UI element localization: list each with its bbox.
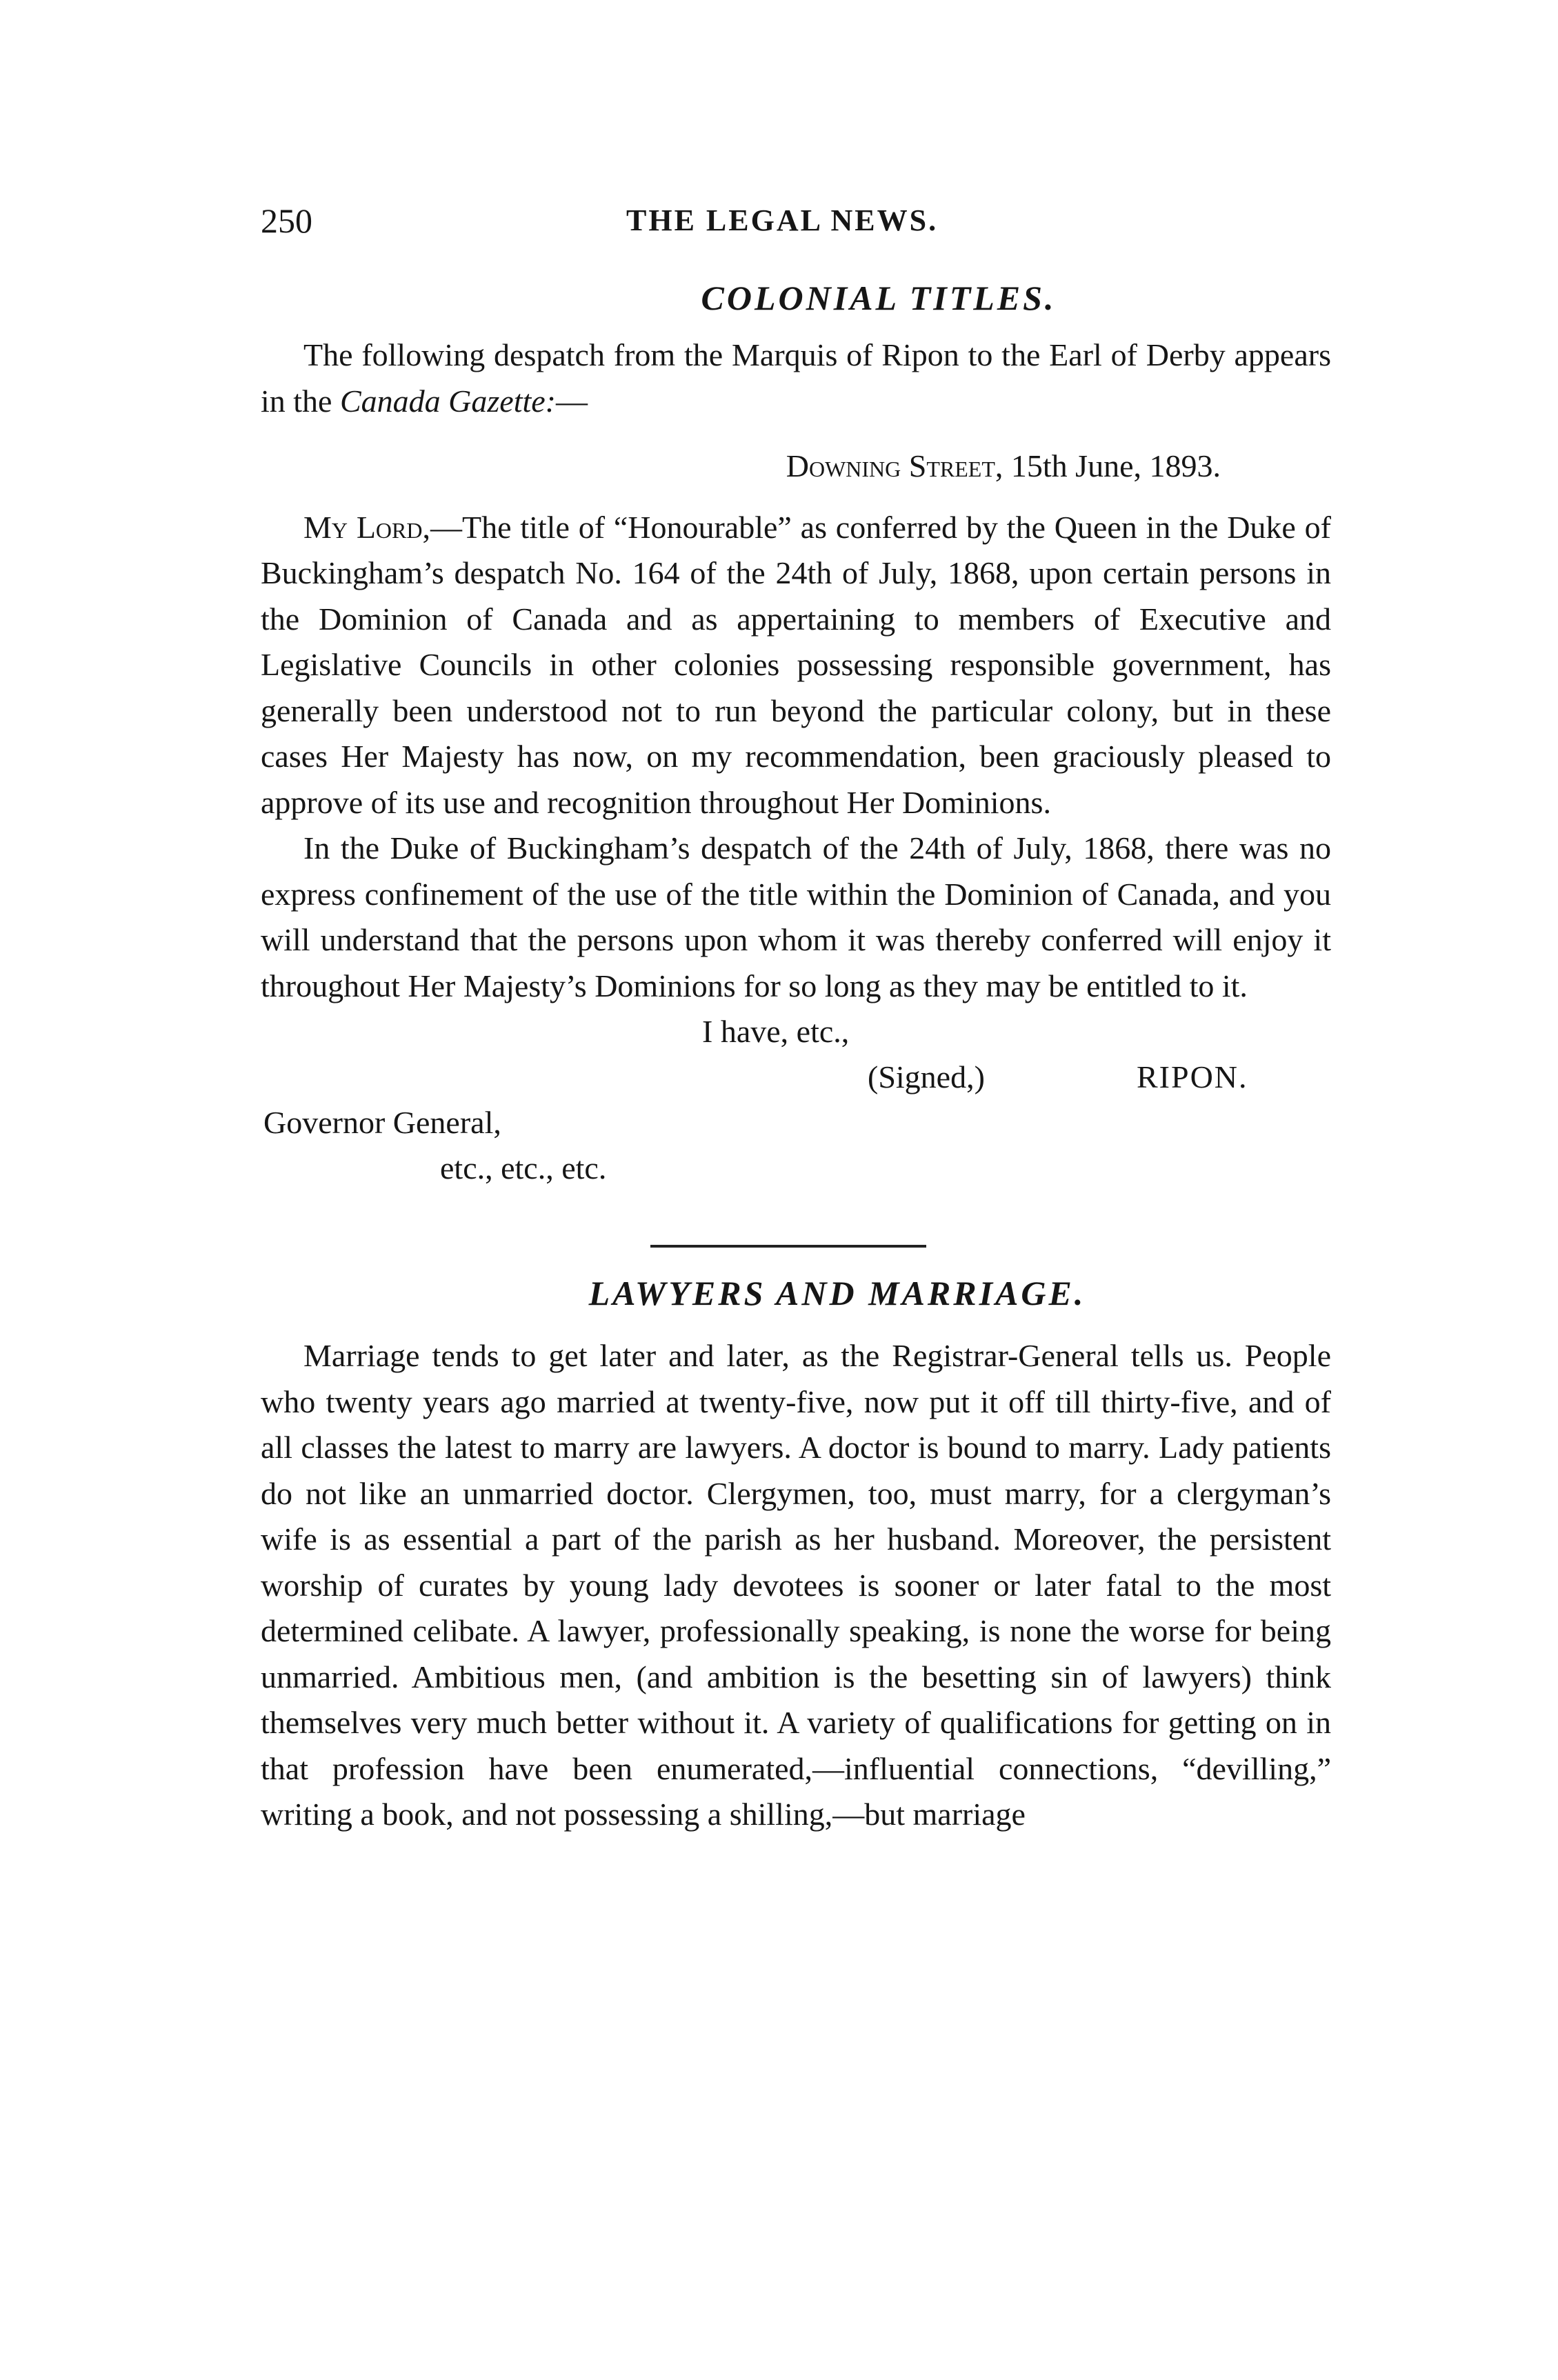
article-title-lawyers-and-marriage: LAWYERS AND MARRIAGE. — [588, 1274, 1086, 1312]
section-divider — [650, 1245, 926, 1248]
intro-text: The following despatch from the Marquis of Ripon to the Earl of Derby appears in the — [261, 337, 1331, 419]
salutation: My Lord, — [303, 509, 430, 545]
page-content — [261, 200, 1331, 1838]
dateline-place: Downing Street, — [786, 448, 1003, 483]
page-number: 250 — [261, 201, 312, 240]
article-title-colonial-titles: COLONIAL TITLES. — [701, 279, 1057, 317]
despatch-paragraph-1 — [261, 505, 1331, 826]
dateline — [261, 443, 1331, 490]
closing-line: I have, etc., — [702, 1014, 850, 1049]
intro-paragraph — [261, 332, 1331, 424]
despatch-paragraph-2: In the Duke of Buckingham’s despatch of the 24th of July, 1868, there was no express confinement of the use of the title within the Dominion of Canada, and you will understand that the persons upon whom it was thereby conferred will enjoy it throughout Her Majesty’s Dominions for so long as they may be entitled to it. — [261, 830, 1331, 1003]
signed-label: (Signed,) — [868, 1059, 985, 1094]
journal-title: THE LEGAL NEWS. — [626, 203, 939, 237]
intro-dash: — — [556, 383, 588, 419]
running-head — [261, 200, 1331, 241]
signature-line — [261, 1054, 1331, 1100]
dateline-date: 15th June, 1893. — [1003, 448, 1221, 483]
signer-name: RIPON. — [1137, 1059, 1248, 1094]
article-paragraph: Marriage tends to get later and later, as the Registrar-General tells us. People who twenty years ago married at twenty-five, now put it off till thirty-five, and of all classes the latest to marry are lawyers. A doctor is bound to marry. Lady patients do not like an unmarried doctor. Clergymen, too, must marry, for a clergyman’s wife is as essential a part of the parish as her husband. Moreover, the persistent worship of curates by young lady devotees is sooner or later fatal to the most determined celibate. A lawyer, professionally speaking, is none the worse for being unmarried. Ambitious men, (and ambition is the besetting sin of lawyers) think themselves very much better without it. A variety of qualifications for getting on in that profession have been enumerated,—influential connections, “devilling,” writing a book, and not possessing a shilling,—but marriage — [261, 1338, 1331, 1832]
addressee-line-2: etc., etc., etc. — [440, 1150, 607, 1186]
despatch-paragraph-1-text: —The title of “Honourable” as conferred by the Queen in the Duke of Buckingham’s despatch No. 164 of the 24th of July, 1868, upon certain persons in the Dominion of Canada and as appertaining to members of Executive and Legislative Councils in other colonies possessing responsible government, has generally been understood not to run beyond the particular colony, but in these cases Her Majesty has now, on my recommendation, been graciously pleased to approve of its use and recognition throughout Her Dominions. — [261, 509, 1331, 820]
addressee-line-1: Governor General, — [263, 1105, 501, 1140]
publication-name: Canada Gazette: — [339, 383, 556, 419]
